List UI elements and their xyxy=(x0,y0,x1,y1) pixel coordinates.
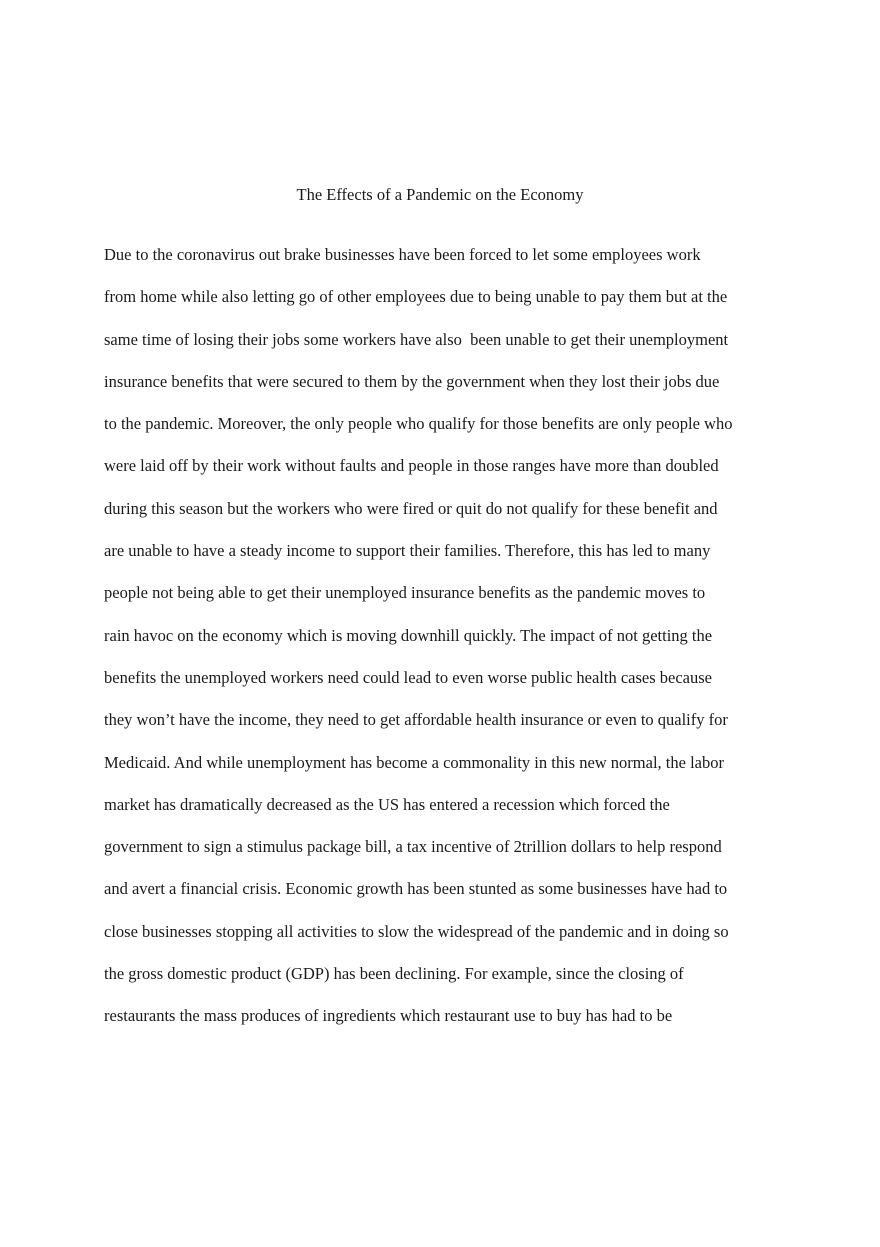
text-line: restaurants the mass produces of ingredients which restaurant use to buy has had to be xyxy=(104,1006,673,1026)
text-line: and avert a financial crisis. Economic growth has been stunted as some businesses have had to xyxy=(104,879,728,899)
text-line: to the pandemic. Moreover, the only people who qualify for those benefits are only people who xyxy=(104,414,733,434)
text-line: government to sign a stimulus package bill, a tax incentive of 2trillion dollars to help respond xyxy=(104,837,722,857)
text-line: rain havoc on the economy which is moving downhill quickly. The impact of not getting the xyxy=(104,625,713,645)
text-line: benefits the unemployed workers need could lead to even worse public health cases because xyxy=(104,667,712,687)
text-line: same time of losing their jobs some workers have also been unable to get their unemployment xyxy=(104,329,729,349)
text-line: from home while also letting go of other employees due to being unable to pay them but at the xyxy=(104,287,728,307)
text-line: were laid off by their work without faults and people in those ranges have more than doubled xyxy=(104,456,719,476)
document-title: The Effects of a Pandemic on the Economy xyxy=(296,185,584,204)
text-line: people not being able to get their unemployed insurance benefits as the pandemic moves to xyxy=(104,583,706,603)
text-line: Medicaid. And while unemployment has become a commonality in this new normal, the labor xyxy=(104,752,724,772)
text-line: insurance benefits that were secured to them by the government when they lost their jobs due xyxy=(104,371,720,391)
text-line: Due to the coronavirus out brake businesses have been forced to let some employees work xyxy=(104,245,701,264)
text-line: close businesses stopping all activities to slow the widespread of the pandemic and in doing so xyxy=(104,921,729,941)
text-line: during this season but the workers who were fired or quit do not qualify for these benefit and xyxy=(104,498,718,518)
text-line: market has dramatically decreased as the US has entered a recession which forced the xyxy=(104,794,670,814)
text-line: the gross domestic product (GDP) has been declining. For example, since the closing of xyxy=(104,964,684,984)
text-line: are unable to have a steady income to support their families. Therefore, this has led to many xyxy=(104,541,711,561)
text-line: they won’t have the income, they need to get affordable health insurance or even to qualify for xyxy=(104,710,728,730)
body-paragraph xyxy=(104,241,784,1045)
